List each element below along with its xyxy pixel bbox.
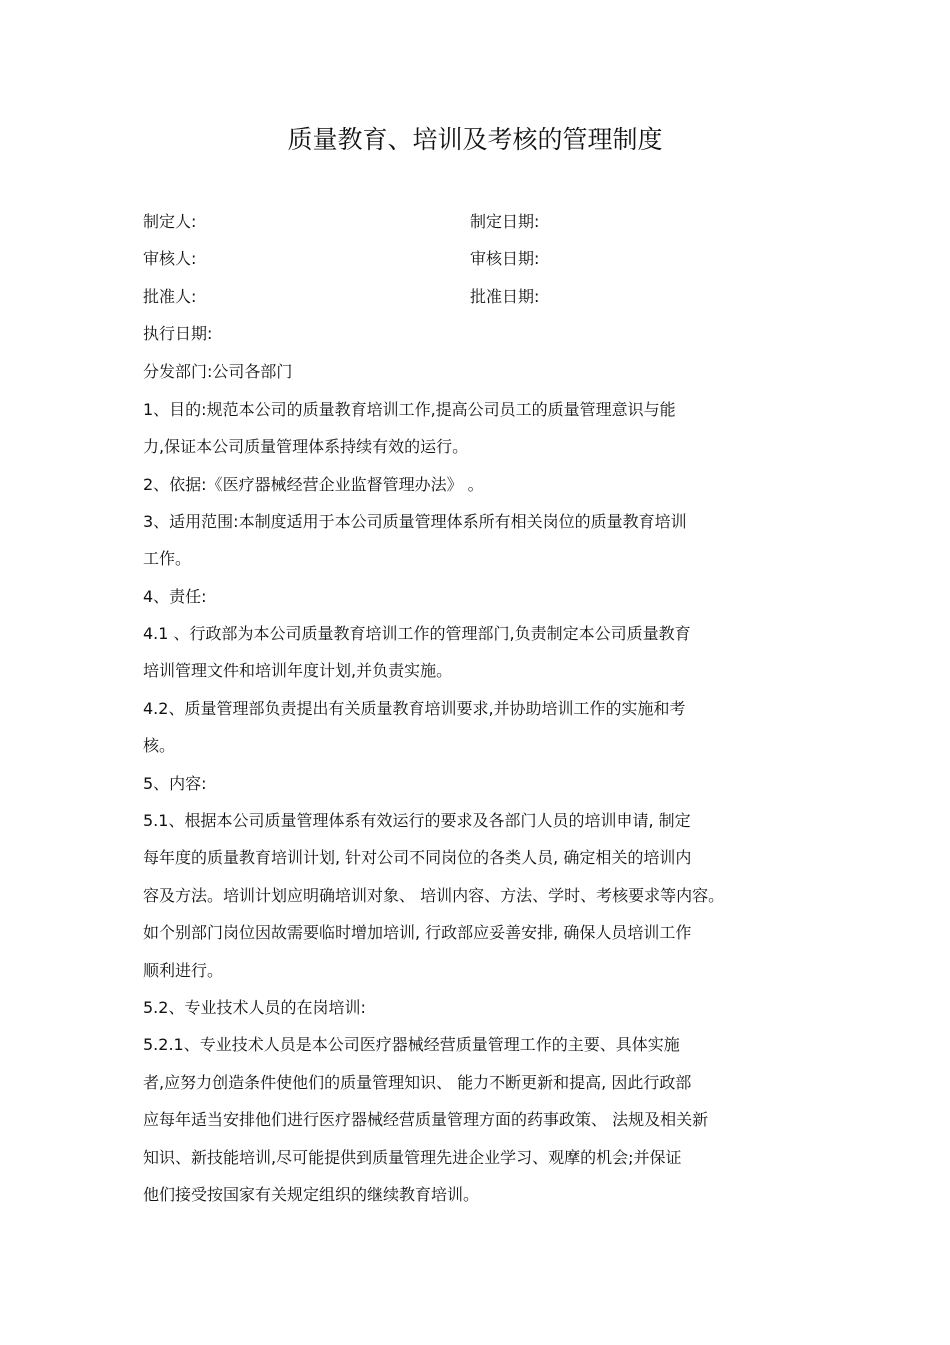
body-line: 5.1、根据本公司质量管理体系有效运行的要求及各部门人员的培训申请, 制定	[143, 811, 691, 830]
draft-date-label: 制定日期:	[470, 212, 540, 231]
approve-date-label: 批准日期:	[470, 287, 540, 306]
approver-label: 批准人:	[143, 287, 197, 306]
body-line: 应每年适当安排他们进行医疗器械经营质量管理方面的药事政策、 法规及相关新	[143, 1110, 709, 1129]
body-line: 3、适用范围:本制度适用于本公司质量管理体系所有相关岗位的质量教育培训	[143, 512, 687, 531]
body-line: 4、责任:	[143, 587, 207, 606]
body-line: 他们接受按国家有关规定组织的继续教育培训。	[143, 1185, 480, 1204]
body-line: 知识、新技能培训,尽可能提供到质量管理先进企业学习、观摩的机会;并保证	[143, 1148, 682, 1167]
distribution-label: 分发部门:公司各部门	[143, 362, 293, 381]
effective-date-label: 执行日期:	[143, 324, 213, 343]
body-line: 4.2、质量管理部负责提出有关质量教育培训要求,并协助培训工作的实施和考	[143, 699, 686, 718]
meta-row-approver	[143, 284, 863, 310]
review-date-label: 审核日期:	[470, 249, 540, 268]
body-line: 核。	[143, 736, 176, 755]
body-line: 5、内容:	[143, 774, 207, 793]
body-line: 1、目的:规范本公司的质量教育培训工作,提高公司员工的质量管理意识与能	[143, 400, 676, 419]
meta-row-effective	[143, 321, 863, 347]
body-line: 工作。	[143, 549, 192, 568]
body-line: 力,保证本公司质量管理体系持续有效的运行。	[143, 437, 469, 456]
body-line: 每年度的质量教育培训计划, 针对公司不同岗位的各类人员, 确定相关的培训内	[143, 848, 692, 867]
body-line: 顺利进行。	[143, 961, 224, 980]
meta-row-reviewer	[143, 246, 863, 272]
meta-row-distribution	[143, 359, 863, 385]
body-line: 容及方法。培训计划应明确培训对象、 培训内容、方法、学时、考核要求等内容。	[143, 886, 725, 905]
reviewer-label: 审核人:	[143, 249, 197, 268]
meta-row-drafter	[143, 209, 863, 235]
body-line: 5.2、专业技术人员的在岗培训:	[143, 998, 366, 1017]
body-line: 4.1 、行政部为本公司质量教育培训工作的管理部门,负责制定本公司质量教育	[143, 624, 691, 643]
body-line: 5.2.1、专业技术人员是本公司医疗器械经营质量管理工作的主要、具体实施	[143, 1035, 680, 1054]
body-line: 2、依据:《医疗器械经营企业监督管理办法》 。	[143, 475, 484, 494]
body-line: 者,应努力创造条件使他们的质量管理知识、 能力不断更新和提高, 因此行政部	[143, 1073, 692, 1092]
body-line: 培训管理文件和培训年度计划,并负责实施。	[143, 661, 453, 680]
body-line: 如个别部门岗位因故需要临时增加培训, 行政部应妥善安排, 确保人员培训工作	[143, 923, 692, 942]
drafter-label: 制定人:	[143, 212, 197, 231]
document-title: 质量教育、培训及考核的管理制度	[287, 125, 663, 154]
